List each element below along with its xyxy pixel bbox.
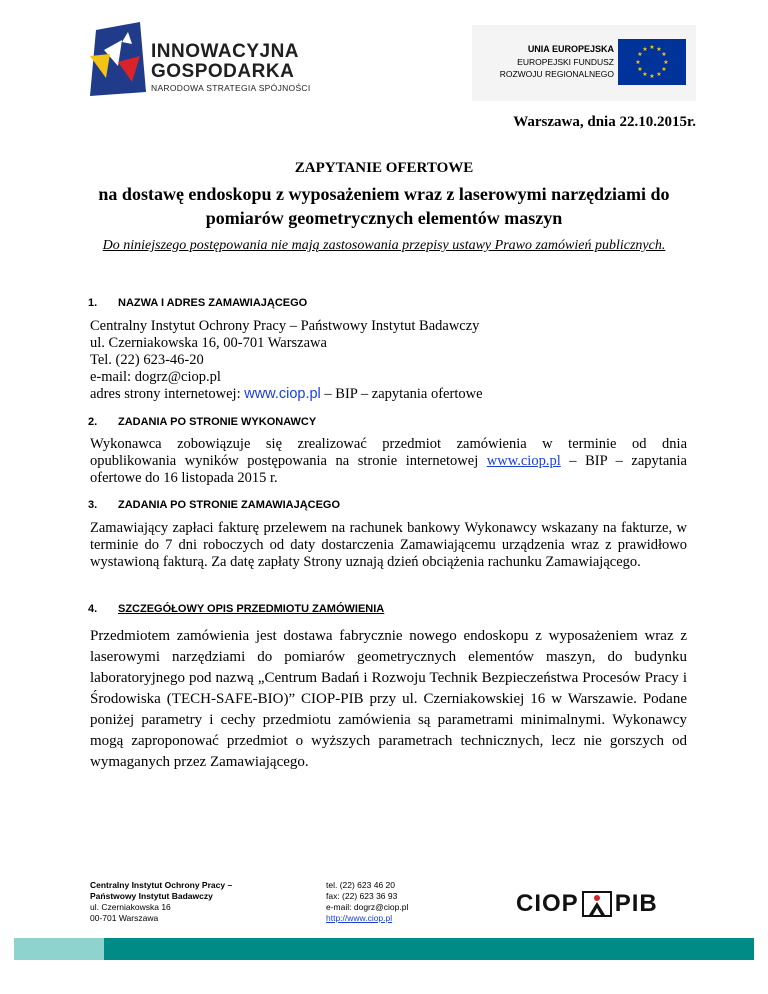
section-heading-2 xyxy=(88,416,317,428)
section-heading-4 xyxy=(88,603,385,615)
ig-line1: INNOWACYJNA xyxy=(151,41,300,62)
svg-text:★: ★ xyxy=(635,59,641,66)
ciop-logo-left: CIOP xyxy=(516,890,579,917)
eu-line2: EUROPEJSKI FUNDUSZ xyxy=(517,57,614,67)
svg-text:★: ★ xyxy=(663,59,669,66)
svg-text:★: ★ xyxy=(661,51,667,58)
document-title: ZAPYTANIE OFERTOWE xyxy=(294,160,474,176)
section-2-text xyxy=(90,436,687,487)
address-web-suffix: – BIP – zapytania ofertowe xyxy=(320,386,483,402)
section-2-line1: Wykonawca zobowiązuje się zrealizować przedmiot zamówienia w terminie od dnia xyxy=(90,436,687,452)
address-email: e-mail: dogrz@ciop.pl xyxy=(90,369,221,385)
eu-logo xyxy=(472,25,696,101)
section-2-line2 xyxy=(90,453,687,470)
svg-text:★: ★ xyxy=(642,46,648,53)
footer-color-bar-accent xyxy=(14,938,104,960)
footer-address xyxy=(90,880,232,924)
footer-email: e-mail: dogrz@ciop.pl xyxy=(326,902,409,912)
ciop-pib-logo xyxy=(516,890,658,918)
section-4-text: Przedmiotem zamówienia jest dostawa fabrycznie nowego endoskopu z wyposażeniem wraz z laserowymi narzędziami do pomiarów geometrycznych elementów maszyn, do budynku laboratoryjnego pod nazwą „Centrum Badań i Rozwoju Technik Bezpieczeństwa Procesów Pracy i Środowiska (TECH-SAFE-BIO)” CIOP-PIB przy ul. Czerniakowskiej 16 w Warszawie. Podane poniżej parametry i cechy przedmiotu zamówienia są parametrami minimalnymi. Wykonawcy mogą zaproponować przedmiot o wyższych parametrach technicznych, lecz nie gorszych od wymaganych przez Zamawiającego. xyxy=(90,628,687,770)
section-heading-3 xyxy=(88,499,341,511)
ciop-figure-icon xyxy=(582,891,612,917)
footer-line4: 00-701 Warszawa xyxy=(90,913,159,923)
section-number: 3. xyxy=(88,499,98,511)
section-number: 1. xyxy=(88,297,98,309)
section-heading-1 xyxy=(88,297,308,309)
section-title: SZCZEGÓŁOWY OPIS PRZEDMIOTU ZAMÓWIENIA xyxy=(118,603,385,615)
footer-line3: ul. Czerniakowska 16 xyxy=(90,902,171,912)
ig-emblem-icon xyxy=(88,22,148,96)
svg-text:★: ★ xyxy=(661,66,667,73)
innowacyjna-gospodarka-logo xyxy=(88,22,328,100)
section-2-line2a: opublikowania wyników postępowania na stronie internetowej xyxy=(90,453,487,469)
eu-flag-icon xyxy=(618,39,686,85)
website-link-2[interactable]: www.ciop.pl xyxy=(486,453,561,469)
svg-text:★: ★ xyxy=(649,44,655,51)
svg-text:★: ★ xyxy=(637,51,643,58)
svg-text:★: ★ xyxy=(656,46,662,53)
section-title: ZADANIA PO STRONIE ZAMAWIAJĄCEGO xyxy=(118,499,341,511)
address-name: Centralny Instytut Ochrony Pracy – Państwowy Instytut Badawczy xyxy=(90,318,480,334)
section-number: 2. xyxy=(88,416,98,428)
eu-line1: UNIA EUROPEJSKA xyxy=(527,44,614,54)
ig-subtitle: NARODOWA STRATEGIA SPÓJNOŚCI xyxy=(151,83,311,93)
footer-tel: tel. (22) 623 46 20 xyxy=(326,880,395,890)
footer-color-bar xyxy=(14,938,754,960)
eu-line3: ROZWOJU REGIONALNEGO xyxy=(499,69,614,79)
svg-text:★: ★ xyxy=(642,71,648,78)
address-web-prefix: adres strony internetowej: xyxy=(90,386,245,402)
svg-text:★: ★ xyxy=(649,73,655,80)
address-block xyxy=(90,318,687,403)
address-street: ul. Czerniakowska 16, 00-701 Warszawa xyxy=(90,335,327,351)
section-2-line3: ofertowe do 16 listopada 2015 r. xyxy=(90,470,278,486)
section-3-text: Zamawiający zapłaci fakturę przelewem na rachunek bankowy Wykonawcy wskazany na fakturze, w terminie do 7 dni roboczych od daty dostarczenia Zamawiającemu urządzenia wraz z prawidłowo wystawioną fakturą. Za datę zapłaty Strony uznają dzień obciążenia rachunku Zamawiającego. xyxy=(90,520,687,570)
website-link[interactable]: www.ciop.pl xyxy=(244,386,321,402)
svg-text:★: ★ xyxy=(656,71,662,78)
svg-text:★: ★ xyxy=(637,66,643,73)
footer-line2: Państwowy Instytut Badawczy xyxy=(90,891,213,901)
footer-fax: fax: (22) 623 36 93 xyxy=(326,891,398,901)
address-tel: Tel. (22) 623-46-20 xyxy=(90,352,204,368)
section-title: ZADANIA PO STRONIE WYKONAWCY xyxy=(118,416,317,428)
address-web-line xyxy=(90,386,687,403)
footer-line1: Centralny Instytut Ochrony Pracy – xyxy=(90,880,233,890)
ciop-logo-right: PIB xyxy=(614,890,658,917)
section-2-line2b: – BIP – zapytania xyxy=(560,453,687,469)
legal-notice: Do niniejszego postępowania nie mają zastosowania przepisy ustawy Prawo zamówień publicznych. xyxy=(102,238,666,253)
document-date: Warszawa, dnia 22.10.2015r. xyxy=(513,114,696,130)
section-number: 4. xyxy=(88,603,98,615)
footer-contact xyxy=(326,880,408,924)
document-subject: na dostawę endoskopu z wyposażeniem wraz z laserowymi narzędziami do pomiarów geometrycznych elementów maszyn xyxy=(98,184,670,228)
ig-line2: GOSPODARKA xyxy=(151,61,295,82)
footer-url-link[interactable]: http://www.ciop.pl xyxy=(326,913,393,923)
section-title: NAZWA I ADRES ZAMAWIAJĄCEGO xyxy=(118,297,308,309)
